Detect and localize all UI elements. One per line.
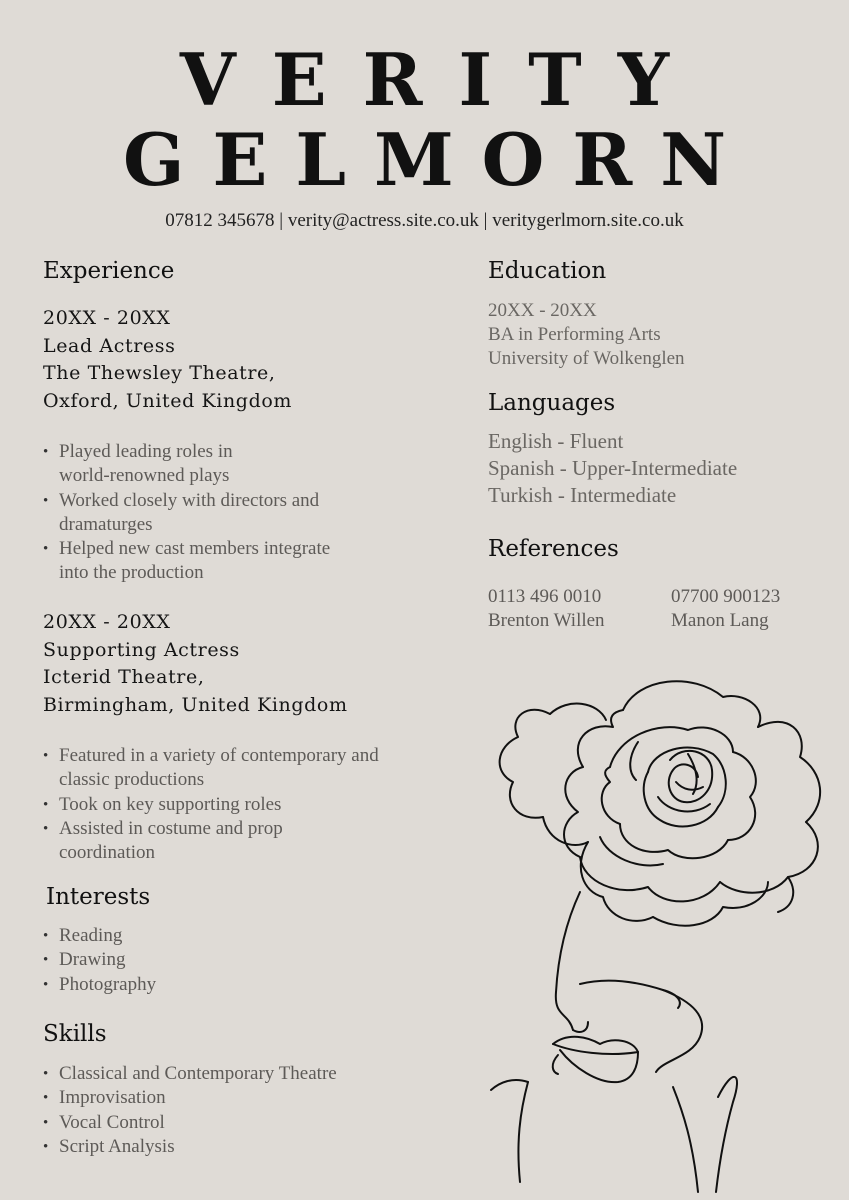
list-item: • Took on key supporting roles: [43, 793, 379, 817]
list-item: • Drawing: [43, 948, 156, 972]
experience-heading: Experience: [43, 258, 175, 284]
list-item: • Assisted in costume and prop coordination: [43, 817, 379, 866]
education-heading: Education: [488, 258, 607, 284]
education-degree: BA in Performing Arts: [488, 324, 661, 345]
education-school: University of Wolkenglen: [488, 348, 685, 369]
list-item: • Photography: [43, 973, 156, 997]
list-item: • Helped new cast members integrate into the production: [43, 537, 330, 586]
job-2: [43, 609, 348, 719]
contact-line: 07812 345678 | verity@actress.site.co.uk | veritygerlmorn.site.co.uk: [165, 210, 684, 231]
language-item: English - Fluent: [488, 429, 624, 453]
job-venue: Icterid Theatre,: [43, 666, 205, 688]
job-venue: The Thewsley Theatre,: [43, 362, 276, 384]
reference-1: [488, 585, 605, 633]
reference-2: [671, 585, 780, 633]
list-item: • Script Analysis: [43, 1135, 337, 1159]
job-1-duties: [43, 440, 330, 586]
last-name: GELMORN: [122, 117, 755, 202]
job-1: [43, 305, 292, 415]
job-location: Oxford, United Kingdom: [43, 389, 292, 412]
skills-heading: Skills: [43, 1021, 107, 1047]
education-dates: 20XX - 20XX: [488, 300, 597, 321]
list-item: • Vocal Control: [43, 1111, 337, 1135]
languages-heading: Languages: [488, 390, 616, 416]
skills-list: [43, 1062, 337, 1159]
job-2-duties: [43, 744, 379, 865]
references-heading: References: [488, 536, 619, 562]
job-location: Birmingham, United Kingdom: [43, 693, 348, 716]
reference-phone: 0113 496 0010: [488, 586, 602, 607]
interests-heading: Interests: [46, 884, 151, 910]
languages-list: [488, 428, 737, 509]
list-item: • Classical and Contemporary Theatre: [43, 1062, 337, 1086]
job-title: Lead Actress: [43, 334, 176, 357]
reference-phone: 07700 900123: [671, 586, 781, 607]
job-dates: 20XX - 20XX: [43, 307, 171, 329]
language-item: Spanish - Upper-Intermediate: [488, 456, 738, 480]
list-item: • Featured in a variety of contemporary and classic productions: [43, 744, 379, 793]
interests-list: [43, 924, 156, 997]
rose-face-line-art-icon: [488, 672, 833, 1197]
reference-name: Brenton Willen: [488, 610, 605, 631]
list-item: • Improvisation: [43, 1086, 337, 1110]
language-item: Turkish - Intermediate: [488, 483, 677, 507]
education-details: [488, 299, 685, 371]
list-item: • Reading: [43, 924, 156, 948]
list-item: • Played leading roles in world-renowned plays: [43, 440, 330, 489]
list-item: • Worked closely with directors and dramaturges: [43, 489, 330, 538]
first-name: VERITY: [179, 37, 706, 122]
reference-name: Manon Lang: [671, 610, 769, 631]
job-dates: 20XX - 20XX: [43, 611, 171, 633]
job-title: Supporting Actress: [43, 638, 240, 661]
